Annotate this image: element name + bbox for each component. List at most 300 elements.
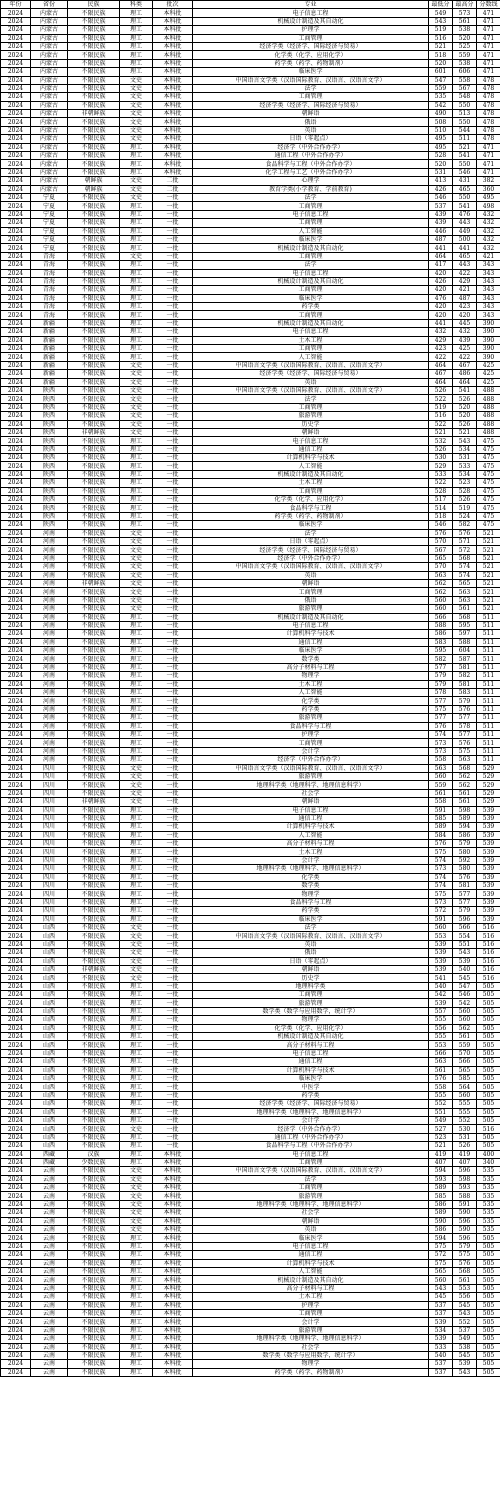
cell-ethnicity: 不限民族 (68, 361, 120, 369)
cell-cutoff: 471 (477, 51, 500, 59)
cell-province: 山西 (31, 999, 68, 1007)
cell-ethnicity: 不限民族 (68, 202, 120, 210)
cell-max-score: 541 (453, 152, 477, 160)
table-row (1, 496, 500, 504)
cell-subject: 文史 (120, 84, 153, 92)
cell-ethnicity: 不限民族 (68, 437, 120, 445)
cell-ethnicity: 不限民族 (68, 907, 120, 915)
cell-major: 人工智能 (193, 831, 429, 839)
cell-max-score: 555 (453, 1108, 477, 1116)
cell-province: 内蒙古 (31, 110, 68, 118)
cell-ethnicity: 不限民族 (68, 1217, 120, 1225)
cell-major: 工商管理 (193, 345, 429, 353)
cell-max-score: 443 (453, 219, 477, 227)
cell-year: 2024 (1, 730, 31, 738)
cell-min-score: 441 (429, 244, 453, 252)
cell-province: 青海 (31, 277, 68, 285)
cell-year: 2024 (1, 118, 31, 126)
cell-major: 物理学 (193, 1360, 429, 1368)
cell-year: 2024 (1, 1326, 31, 1334)
cell-cutoff: 343 (477, 261, 500, 269)
cell-province: 陕西 (31, 412, 68, 420)
cell-min-score: 585 (429, 814, 453, 822)
cell-max-score: 582 (453, 521, 477, 529)
cell-cutoff: 390 (477, 328, 500, 336)
cell-batch: 一批 (153, 1142, 193, 1150)
cell-ethnicity: 不限民族 (68, 152, 120, 160)
cell-ethnicity: 不限民族 (68, 605, 120, 613)
cell-major: 朝鲜语 (193, 428, 429, 436)
cell-year: 2024 (1, 1259, 31, 1267)
cell-subject: 理工 (120, 9, 153, 17)
cell-major: 工商管理 (193, 311, 429, 319)
cell-major: 临床医学 (193, 521, 429, 529)
cell-batch: 本科批 (153, 126, 193, 134)
cell-major: 地理科学类（地理科学、地理信息科学） (193, 781, 429, 789)
table-row (1, 563, 500, 571)
cell-province: 山西 (31, 923, 68, 931)
cell-ethnicity: 不限民族 (68, 26, 120, 34)
cell-cutoff: 529 (477, 764, 500, 772)
cell-major: 通信工程（中外合作办学） (193, 152, 429, 160)
cell-ethnicity: 不限民族 (68, 59, 120, 67)
cell-year: 2024 (1, 940, 31, 948)
table-row (1, 9, 500, 17)
cell-batch: 一批 (153, 386, 193, 394)
cell-major: 英语 (193, 126, 429, 134)
cell-ethnicity: 不限民族 (68, 17, 120, 25)
cell-min-score: 476 (429, 294, 453, 302)
cell-max-score: 439 (453, 336, 477, 344)
cell-province: 陕西 (31, 437, 68, 445)
table-row (1, 798, 500, 806)
cell-major: 中国语言文学类（汉语国际教育、汉语言、汉语言文学） (193, 932, 429, 940)
cell-ethnicity: 不限民族 (68, 336, 120, 344)
cell-batch: 一批 (153, 655, 193, 663)
cell-major: 工商管理 (193, 252, 429, 260)
cell-ethnicity: 不限民族 (68, 1226, 120, 1234)
cell-ethnicity: 不限民族 (68, 1016, 120, 1024)
cell-province: 山西 (31, 1142, 68, 1150)
cell-max-score: 550 (453, 160, 477, 168)
cell-max-score: 465 (453, 185, 477, 193)
table-row (1, 1326, 500, 1334)
cell-province: 陕西 (31, 462, 68, 470)
cell-max-score: 571 (453, 538, 477, 546)
cell-province: 新疆 (31, 319, 68, 327)
cell-province: 宁夏 (31, 202, 68, 210)
cell-min-score: 547 (429, 76, 453, 84)
cell-province: 四川 (31, 915, 68, 923)
cell-subject: 理工 (120, 1133, 153, 1141)
table-row (1, 1234, 500, 1242)
cell-cutoff: 511 (477, 689, 500, 697)
cell-year: 2024 (1, 496, 31, 504)
cell-year: 2024 (1, 1167, 31, 1175)
cell-cutoff: 539 (477, 848, 500, 856)
cell-cutoff: 529 (477, 772, 500, 780)
cell-subject: 理工 (120, 814, 153, 822)
cell-major: 旅游管理 (193, 714, 429, 722)
cell-ethnicity: 不限民族 (68, 1267, 120, 1275)
cell-max-score: 441 (453, 244, 477, 252)
cell-min-score: 495 (429, 143, 453, 151)
cell-batch: 本科批 (153, 59, 193, 67)
cell-subject: 理工 (120, 638, 153, 646)
cell-year: 2024 (1, 529, 31, 537)
cell-cutoff: 505 (477, 1368, 500, 1376)
cell-major: 人工智能 (193, 462, 429, 470)
cell-cutoff: 521 (477, 546, 500, 554)
table-row (1, 1041, 500, 1049)
cell-province: 四川 (31, 882, 68, 890)
cell-major: 机械设计制造及其自动化 (193, 1276, 429, 1284)
cell-batch: 一批 (153, 638, 193, 646)
cell-min-score: 576 (429, 722, 453, 730)
cell-major: 临床医学 (193, 647, 429, 655)
cell-max-score: 558 (453, 76, 477, 84)
cell-min-score: 417 (429, 261, 453, 269)
cell-province: 内蒙古 (31, 68, 68, 76)
cell-subject: 文史 (120, 781, 153, 789)
cell-subject: 理工 (120, 1108, 153, 1116)
cell-ethnicity: 不限民族 (68, 1058, 120, 1066)
cell-batch: 一批 (153, 512, 193, 520)
cell-province: 宁夏 (31, 219, 68, 227)
cell-province: 山西 (31, 1041, 68, 1049)
cell-ethnicity: 不限民族 (68, 563, 120, 571)
table-row (1, 177, 500, 185)
cell-cutoff: 432 (477, 235, 500, 243)
cell-province: 内蒙古 (31, 84, 68, 92)
cell-max-score: 431 (453, 177, 477, 185)
cell-min-score: 420 (429, 311, 453, 319)
table-row (1, 1175, 500, 1183)
cell-cutoff: 505 (477, 1016, 500, 1024)
cell-province: 云南 (31, 1326, 68, 1334)
cell-major: 药学类 (193, 1091, 429, 1099)
cell-cutoff: 390 (477, 319, 500, 327)
cell-batch: 本科批 (153, 34, 193, 42)
cell-major: 社会学 (193, 1343, 429, 1351)
cell-year: 2024 (1, 235, 31, 243)
cell-ethnicity: 不限民族 (68, 814, 120, 822)
cell-batch: 一批 (153, 672, 193, 680)
cell-province: 河南 (31, 538, 68, 546)
cell-max-score: 588 (453, 638, 477, 646)
cell-cutoff: 521 (477, 588, 500, 596)
cell-max-score: 449 (453, 227, 477, 235)
cell-cutoff: 478 (477, 118, 500, 126)
cell-cutoff: 529 (477, 781, 500, 789)
cell-year: 2024 (1, 336, 31, 344)
cell-max-score: 525 (453, 42, 477, 50)
cell-batch: 一批 (153, 328, 193, 336)
cell-cutoff: 478 (477, 93, 500, 101)
table-row (1, 101, 500, 109)
cell-subject: 文史 (120, 420, 153, 428)
cell-ethnicity: 不限民族 (68, 655, 120, 663)
cell-max-score: 546 (453, 168, 477, 176)
cell-min-score: 594 (429, 1234, 453, 1242)
table-row (1, 311, 500, 319)
cell-min-score: 533 (429, 1343, 453, 1351)
cell-max-score: 563 (453, 588, 477, 596)
cell-province: 宁夏 (31, 210, 68, 218)
table-row (1, 680, 500, 688)
cell-min-score: 575 (429, 705, 453, 713)
cell-ethnicity: 不限民族 (68, 1309, 120, 1317)
cell-cutoff: 539 (477, 873, 500, 881)
cell-max-score: 534 (453, 470, 477, 478)
cell-batch: 本科批 (153, 160, 193, 168)
cell-year: 2024 (1, 319, 31, 327)
cell-max-score: 577 (453, 890, 477, 898)
cell-batch: 一批 (153, 789, 193, 797)
cell-max-score: 576 (453, 529, 477, 537)
cell-batch: 一批 (153, 454, 193, 462)
cell-subject: 理工 (120, 680, 153, 688)
cell-major: 中国语言文学类（汉语国际教育、汉语言、汉语言文学） (193, 361, 429, 369)
cell-batch: 一批 (153, 856, 193, 864)
table-row (1, 949, 500, 957)
cell-year: 2024 (1, 781, 31, 789)
cell-ethnicity: 不限民族 (68, 126, 120, 134)
cell-province: 河南 (31, 638, 68, 646)
cell-ethnicity: 非朝鲜族 (68, 579, 120, 587)
cell-max-score: 546 (453, 991, 477, 999)
cell-min-score: 577 (429, 714, 453, 722)
cell-major: 数学类（数学与应用数学，统计学） (193, 1351, 429, 1359)
cell-year: 2024 (1, 143, 31, 151)
cell-batch: 一批 (153, 261, 193, 269)
cell-year: 2024 (1, 605, 31, 613)
cell-major: 会计学 (193, 1116, 429, 1124)
cell-cutoff: 535 (477, 1209, 500, 1217)
table-row (1, 1108, 500, 1116)
cell-year: 2024 (1, 1209, 31, 1217)
table-row (1, 638, 500, 646)
table-row (1, 630, 500, 638)
cell-max-score: 555 (453, 1100, 477, 1108)
cell-cutoff: 521 (477, 529, 500, 537)
cell-province: 山西 (31, 1049, 68, 1057)
cell-max-score: 545 (453, 974, 477, 982)
cell-province: 新疆 (31, 361, 68, 369)
cell-major: 食品科学与工程（中外合作办学） (193, 1142, 429, 1150)
table-row (1, 831, 500, 839)
cell-cutoff: 511 (477, 655, 500, 663)
cell-ethnicity: 不限民族 (68, 227, 120, 235)
cell-batch: 一批 (153, 1100, 193, 1108)
cell-min-score: 582 (429, 655, 453, 663)
cell-batch: 一批 (153, 747, 193, 755)
cell-major: 会计学 (193, 747, 429, 755)
cell-province: 云南 (31, 1234, 68, 1242)
table-row (1, 34, 500, 42)
cell-subject: 理工 (120, 840, 153, 848)
header-year: 年份 (1, 1, 31, 9)
cell-major: 工商管理 (193, 286, 429, 294)
cell-province: 陕西 (31, 479, 68, 487)
cell-batch: 一批 (153, 554, 193, 562)
cell-batch: 本科批 (153, 51, 193, 59)
cell-province: 青海 (31, 311, 68, 319)
cell-year: 2024 (1, 999, 31, 1007)
cell-year: 2024 (1, 269, 31, 277)
cell-major: 通信工程 (193, 638, 429, 646)
cell-min-score: 558 (429, 798, 453, 806)
cell-cutoff: 505 (477, 1024, 500, 1032)
cell-batch: 一批 (153, 311, 193, 319)
cell-max-score: 544 (453, 126, 477, 134)
cell-province: 四川 (31, 907, 68, 915)
table-row (1, 705, 500, 713)
cell-max-score: 531 (453, 454, 477, 462)
cell-ethnicity: 不限民族 (68, 84, 120, 92)
cell-subject: 理工 (120, 823, 153, 831)
cell-province: 云南 (31, 1276, 68, 1284)
cell-subject: 理工 (120, 672, 153, 680)
cell-cutoff: 471 (477, 26, 500, 34)
cell-major: 物理学 (193, 672, 429, 680)
cell-batch: 本科批 (153, 1167, 193, 1175)
cell-year: 2024 (1, 168, 31, 176)
cell-province: 四川 (31, 873, 68, 881)
cell-max-score: 577 (453, 714, 477, 722)
cell-batch: 一批 (153, 538, 193, 546)
cell-subject: 理工 (120, 1335, 153, 1343)
cell-batch: 本科批 (153, 1192, 193, 1200)
cell-min-score: 539 (429, 957, 453, 965)
cell-batch: 一批 (153, 949, 193, 957)
cell-subject: 理工 (120, 848, 153, 856)
cell-subject: 文史 (120, 563, 153, 571)
cell-batch: 一批 (153, 814, 193, 822)
cell-batch: 一批 (153, 1033, 193, 1041)
cell-batch: 本科批 (153, 1301, 193, 1309)
cell-max-score: 523 (453, 479, 477, 487)
table-row (1, 403, 500, 411)
cell-ethnicity: 不限民族 (68, 856, 120, 864)
table-row (1, 571, 500, 579)
cell-min-score: 574 (429, 873, 453, 881)
cell-max-score: 579 (453, 907, 477, 915)
cell-max-score: 487 (453, 294, 477, 302)
cell-province: 云南 (31, 1343, 68, 1351)
cell-province: 云南 (31, 1200, 68, 1208)
cell-max-score: 553 (453, 1284, 477, 1292)
cell-year: 2024 (1, 689, 31, 697)
cell-major: 药学类 (193, 907, 429, 915)
cell-major: 法学 (193, 84, 429, 92)
cell-batch: 一批 (153, 277, 193, 285)
cell-province: 内蒙古 (31, 152, 68, 160)
cell-year: 2024 (1, 462, 31, 470)
cell-cutoff: 471 (477, 34, 500, 42)
cell-max-score: 581 (453, 663, 477, 671)
cell-min-score: 539 (429, 1335, 453, 1343)
cell-major: 工商管理 (193, 1184, 429, 1192)
cell-ethnicity: 不限民族 (68, 462, 120, 470)
cell-cutoff: 539 (477, 915, 500, 923)
cell-min-score: 420 (429, 303, 453, 311)
cell-batch: 一批 (153, 873, 193, 881)
cell-min-score: 570 (429, 538, 453, 546)
table-row (1, 118, 500, 126)
cell-batch: 一批 (153, 613, 193, 621)
cell-major: 工商管理 (193, 219, 429, 227)
cell-major: 教育学类(小学教育、学前教育) (193, 185, 429, 193)
cell-year: 2024 (1, 17, 31, 25)
cell-year: 2024 (1, 588, 31, 596)
cell-ethnicity: 不限民族 (68, 9, 120, 17)
cell-major: 会计学 (193, 856, 429, 864)
cell-province: 青海 (31, 261, 68, 269)
cell-max-score: 606 (453, 68, 477, 76)
cell-ethnicity: 不限民族 (68, 1192, 120, 1200)
cell-cutoff: 488 (477, 395, 500, 403)
cell-cutoff: 539 (477, 907, 500, 915)
table-row (1, 697, 500, 705)
cell-subject: 理工 (120, 202, 153, 210)
table-row (1, 1016, 500, 1024)
cell-cutoff: 535 (477, 1184, 500, 1192)
cell-ethnicity: 不限民族 (68, 160, 120, 168)
cell-max-score: 548 (453, 93, 477, 101)
cell-province: 云南 (31, 1267, 68, 1275)
cell-subject: 理工 (120, 59, 153, 67)
cell-year: 2024 (1, 571, 31, 579)
cell-ethnicity: 不限民族 (68, 496, 120, 504)
cell-year: 2024 (1, 1335, 31, 1343)
cell-subject: 文史 (120, 126, 153, 134)
cell-max-score: 568 (453, 613, 477, 621)
cell-max-score: 582 (453, 672, 477, 680)
cell-batch: 本科批 (153, 93, 193, 101)
cell-min-score: 407 (429, 1158, 453, 1166)
table-row (1, 1368, 500, 1376)
cell-batch: 本科批 (153, 1217, 193, 1225)
cell-cutoff: 343 (477, 303, 500, 311)
table-row (1, 193, 500, 201)
cell-major: 电子信息工程 (193, 269, 429, 277)
table-row (1, 93, 500, 101)
cell-cutoff: 516 (477, 974, 500, 982)
cell-ethnicity: 不限民族 (68, 512, 120, 520)
cell-ethnicity: 不限民族 (68, 244, 120, 252)
table-row (1, 672, 500, 680)
cell-batch: 一批 (153, 999, 193, 1007)
cell-max-score: 500 (453, 235, 477, 243)
cell-min-score: 558 (429, 756, 453, 764)
table-row (1, 227, 500, 235)
cell-major: 社会学 (193, 789, 429, 797)
cell-year: 2024 (1, 210, 31, 218)
cell-ethnicity: 不限民族 (68, 1108, 120, 1116)
cell-ethnicity: 不限民族 (68, 923, 120, 931)
cell-subject: 理工 (120, 462, 153, 470)
table-row (1, 974, 500, 982)
cell-province: 新疆 (31, 336, 68, 344)
cell-min-score: 573 (429, 747, 453, 755)
cell-major: 中国语言文学类（汉语国际教育、汉语言、汉语言文学） (193, 764, 429, 772)
table-row (1, 1209, 500, 1217)
cell-subject: 理工 (120, 1158, 153, 1166)
cell-cutoff: 505 (477, 1267, 500, 1275)
cell-year: 2024 (1, 244, 31, 252)
cell-max-score: 576 (453, 873, 477, 881)
